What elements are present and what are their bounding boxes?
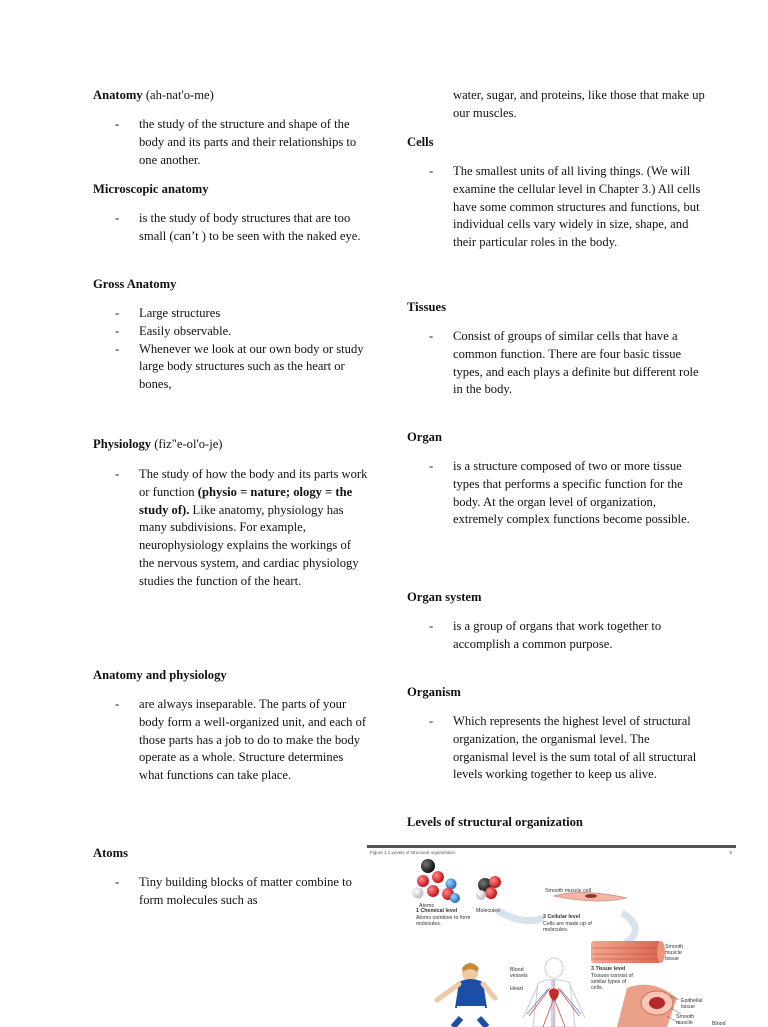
tissues-heading: Tissues <box>407 300 446 314</box>
list-item: - Which represents the highest level of structural organization, the organismal level. The organismal level is the sum total of all structural levels working together to keep us alive. <box>407 713 707 784</box>
atoms-heading: Atoms <box>93 846 128 860</box>
smooth-muscle-label: Smooth muscle <box>676 1014 695 1026</box>
cells-list <box>407 163 707 252</box>
list-item: - Whenever we look at our own body or study large body structures such as the heart or bones, <box>93 341 368 394</box>
figure-caption: Figure 1.1 Levels of structural organization. <box>370 850 457 855</box>
list-item: - The study of how the body and its parts work or function (physio = nature; ology = the study of). Like anatomy, physiology has many subdivisions. For example, neurophysiology explains the workings of the nervous system, and cardiac physiology studies the function of the heart. <box>93 466 368 591</box>
list-item: - Tiny building blocks of matter combine to form molecules such as <box>93 874 368 910</box>
anatomy-list <box>93 116 368 169</box>
smooth-muscle-tissue-label: Smooth muscle tissue <box>665 944 684 962</box>
blood-vessel-icon <box>617 985 681 1027</box>
molecule-icon <box>476 876 501 900</box>
gross-heading: Gross Anatomy <box>93 277 177 291</box>
cellular-level-label: 2 Cellular level <box>543 914 581 920</box>
list-item: - the study of the structure and shape of the body and its parts and their relationships to one another. <box>93 116 368 169</box>
anatomy-section <box>93 87 368 169</box>
organism-section <box>407 684 707 784</box>
levels-figure <box>367 845 736 1027</box>
smooth-muscle-cell-label: Smooth muscle cell <box>545 888 591 894</box>
list-item: - Large structures <box>93 305 368 323</box>
list-item: - is the study of body structures that are too small (can’t ) to be seen with the naked eye. <box>93 210 368 246</box>
physiology-heading: Physiology (fiz"e-ol'o-je) <box>93 437 223 451</box>
anatomy-physiology-list <box>93 696 368 785</box>
atoms-list <box>93 874 368 910</box>
heart-label: Heart <box>510 986 523 992</box>
organism-heading: Organism <box>407 685 461 699</box>
cellular-level-desc: Cells are made up of molecules. <box>543 921 592 933</box>
cells-heading: Cells <box>407 135 434 149</box>
tissue-level-label: 3 Tissue level <box>591 966 626 972</box>
levels-section <box>407 814 707 831</box>
organ-list <box>407 458 707 529</box>
list-item: - Consist of groups of similar cells that have a common function. There are four basic tissue types, and each plays a definite but different role in the body. <box>407 328 707 399</box>
physiology-section <box>93 436 368 591</box>
continuation-block <box>407 87 707 123</box>
microscopic-heading: Microscopic anatomy <box>93 182 209 196</box>
gross-list <box>93 305 368 394</box>
list-item: - is a group of organs that work together to accomplish a common purpose. <box>407 618 707 654</box>
organ-system-heading: Organ system <box>407 590 482 604</box>
figure-page-number: 5 <box>729 850 732 855</box>
microscopic-section <box>93 181 368 246</box>
organ-heading: Organ <box>407 430 442 444</box>
organ-system-section <box>407 589 707 654</box>
list-item: - Easily observable. <box>93 323 368 341</box>
list-item: - are always inseparable. The parts of your body form a well-organized unit, and each of those parts has a job to do to make the body operate as a whole. Structure determines what functions can take place. <box>93 696 368 785</box>
continuation-text: water, sugar, and proteins, like those that make up our muscles. <box>453 88 705 120</box>
tissue-level-desc: Tissues consist of similar types of cells. <box>591 973 633 991</box>
chemical-level-label: 1 Chemical level <box>416 908 458 914</box>
cardiovascular-figure-icon <box>523 958 585 1027</box>
anatomy-physiology-heading: Anatomy and physiology <box>93 668 227 682</box>
arrow-icon <box>622 913 635 944</box>
list-item: - is a structure composed of two or more tissue types that performs a specific function for the body. At the organ level of organization, extremely complex functions become possible. <box>407 458 707 529</box>
atoms-label: Atoms <box>419 903 435 909</box>
organ-system-list <box>407 618 707 654</box>
microscopic-list <box>93 210 368 246</box>
organism-list <box>407 713 707 784</box>
tissues-section <box>407 299 707 399</box>
cells-section <box>407 134 707 252</box>
soccer-player-icon <box>437 963 495 1027</box>
physiology-list <box>93 466 368 591</box>
blood-vessels-label: Blood vessels <box>510 967 528 979</box>
levels-heading: Levels of structural organization <box>407 815 583 829</box>
gross-section <box>93 276 368 394</box>
chemical-level-desc: Atoms combine to form molecules. <box>416 915 471 927</box>
blood-label: Blood <box>712 1021 726 1027</box>
anatomy-heading: Anatomy (ah-nat'o-me) <box>93 88 214 102</box>
atoms-icon <box>413 859 461 903</box>
molecules-label: Molecules <box>476 908 500 914</box>
organ-section <box>407 429 707 529</box>
heart-icon <box>549 989 559 1002</box>
epithelial-tissue-label: Epithelial tissue <box>681 998 703 1010</box>
list-item: - The smallest units of all living things. (We will examine the cellular level in Chapter 3.) All cells have some common structures and functions, but individual cells vary widely in size, shape, and their particular roles in the body. <box>407 163 707 252</box>
continuation-list <box>407 87 707 123</box>
smooth-muscle-tissue-icon <box>591 941 665 963</box>
tissues-list <box>407 328 707 399</box>
anatomy-physiology-section <box>93 667 368 785</box>
atoms-section <box>93 845 368 910</box>
arrow-icon <box>497 910 543 921</box>
